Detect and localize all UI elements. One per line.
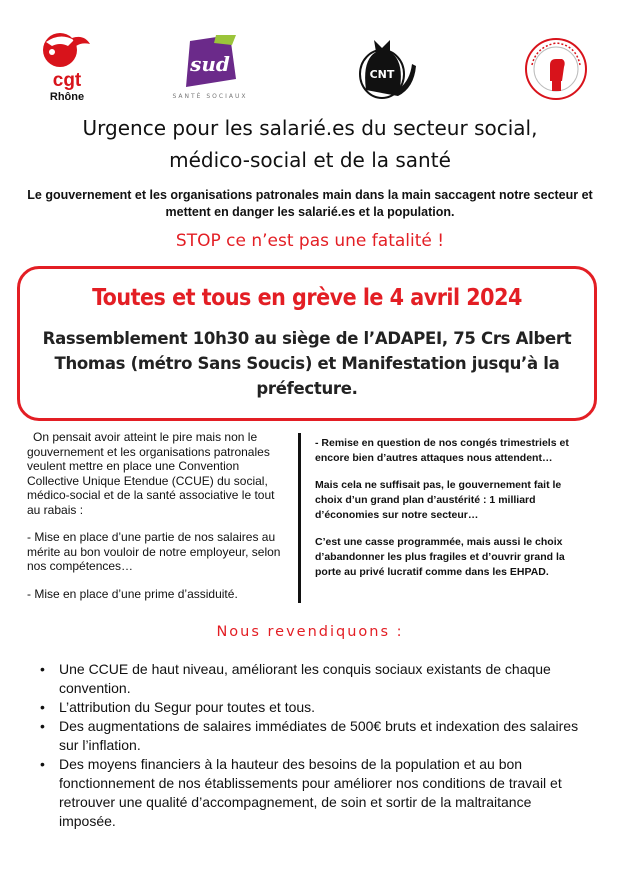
- demand-text: Des moyens financiers à la hauteur des besoins de la population et au bon fonctionnement de nos établissements pour améliorer nos conditions de travail et retrouver une qualité d’accompagnement, de soin et sortir de la maltraitance imposée.: [59, 756, 562, 829]
- black-cat-icon: [352, 30, 420, 108]
- demands-list: [40, 660, 590, 831]
- cgt-logo: [32, 30, 102, 108]
- right-point-leave: - Remise en question de nos congés trimestriels et encore bien d’autres attaques nous attendent…: [315, 437, 569, 464]
- cgt-bird-icon: [32, 30, 102, 70]
- cgt-logo-word: cgt: [52, 70, 82, 91]
- sud-logo-word: sud: [190, 52, 230, 76]
- left-point-attendance-bonus: - Mise en place d’une prime d’assiduité.: [27, 586, 238, 601]
- subtitle: Le gouvernement et les organisations patronales main dans la main saccagent notre secteur et mettent en danger les salarié.es et la population.: [27, 188, 593, 219]
- right-column: [315, 436, 590, 592]
- left-point-merit-pay: - Mise en place d’une partie de nos salaires au mérite au bon vouloir de notre employeur, selon nos compétences…: [27, 530, 281, 573]
- sud-logo-tagline: SANTÉ SOCIAUX: [172, 93, 248, 100]
- cnt-logo: [352, 30, 420, 108]
- cnt-logo-word: CNT: [369, 68, 395, 81]
- right-austerity-paragraph: Mais cela ne suffisait pas, le gouvernement fait le choix d’un grand plan d’austérité : 1 milliard d’économies sur notre secteur…: [315, 479, 562, 521]
- demand-text: Une CCUE de haut niveau, améliorant les conquis sociaux existants de chaque convention.: [59, 661, 551, 696]
- bullet-icon: •: [40, 756, 45, 772]
- cgt-logo-region: Rhône: [49, 91, 85, 103]
- strike-detail: Rassemblement 10h30 au siège de l’ADAPEI, 75 Crs Albert Thomas (métro Sans Soucis) et Manifestation jusqu’à la préfecture.: [42, 329, 572, 398]
- bullet-icon: •: [40, 661, 45, 677]
- bullet-icon: •: [40, 718, 45, 734]
- strike-announcement-box: [17, 266, 597, 421]
- demand-text: Des augmentations de salaires immédiates de 500€ bruts et indexation des salaires sur l’inflation.: [59, 718, 579, 753]
- column-divider: [298, 433, 301, 603]
- logo-row: [0, 25, 620, 110]
- left-intro-paragraph: On pensait avoir atteint le pire mais non le gouvernement et les organisations patronales veulent mettre en place une Convention Collective Unique Etendue (CCUE) du social, médico-social et de la santé associative le tout au rabais :: [27, 430, 275, 517]
- right-conclusion-paragraph: C’est une casse programmée, mais aussi le choix d’abandonner les plus fragiles et d’ouvrir grand la porte au privé lucratif comme dans les EHPAD.: [315, 536, 565, 578]
- left-column: [27, 430, 289, 614]
- strike-title: Toutes et tous en grève le 4 avril 2024: [92, 285, 522, 311]
- raised-fist-icon: [522, 35, 590, 103]
- page-title-line2: médico-social et de la santé: [169, 148, 451, 172]
- stop-slogan: STOP ce n’est pas une fatalité !: [175, 231, 445, 251]
- bullet-icon: •: [40, 699, 45, 715]
- list-item: [40, 698, 590, 717]
- demand-text: L’attribution du Segur pour toutes et tous.: [59, 699, 316, 715]
- list-item: [40, 660, 590, 698]
- indignes-logo: [522, 35, 590, 103]
- demands-heading: Nous revendiquons :: [216, 624, 404, 640]
- list-item: [40, 717, 590, 755]
- sud-logo: [170, 35, 250, 105]
- page-title-line1: Urgence pour les salarié.es du secteur social,: [82, 116, 538, 140]
- sud-logo-mark: [170, 35, 250, 93]
- list-item: [40, 755, 590, 831]
